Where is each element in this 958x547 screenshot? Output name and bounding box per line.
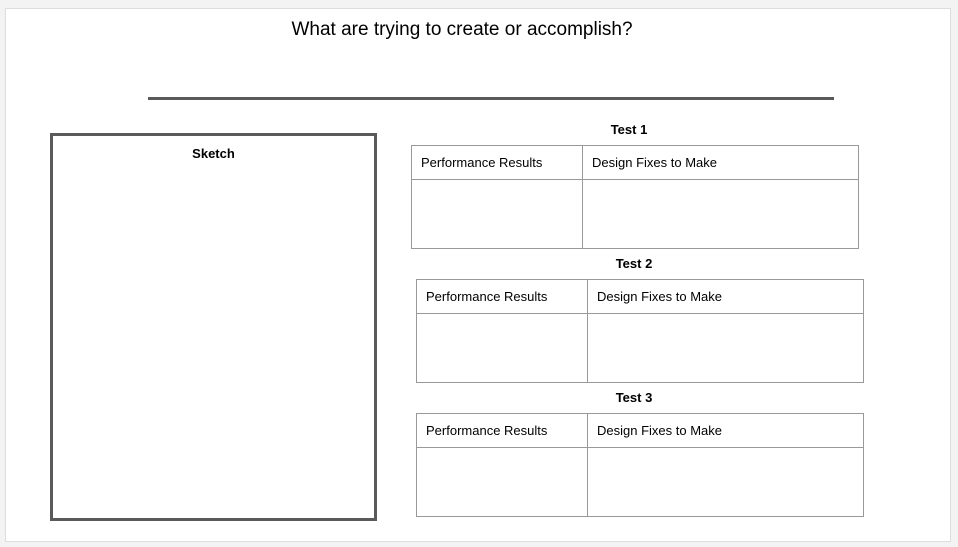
test-1-table <box>411 145 859 249</box>
sketch-title: Sketch <box>192 146 235 161</box>
test-1-performance-cell[interactable] <box>412 180 583 249</box>
test-3-fixes-header: Design Fixes to Make <box>588 414 864 448</box>
test-1-title: Test 1 <box>610 122 648 137</box>
test-2-fixes-cell[interactable] <box>588 314 864 383</box>
test-1-fixes-cell[interactable] <box>583 180 859 249</box>
test-3-performance-header: Performance Results <box>417 414 588 448</box>
test-2-performance-cell[interactable] <box>417 314 588 383</box>
test-2-performance-header: Performance Results <box>417 280 588 314</box>
test-2-title: Test 2 <box>615 256 653 271</box>
test-1-fixes-header: Design Fixes to Make <box>583 146 859 180</box>
test-2-fixes-header: Design Fixes to Make <box>588 280 864 314</box>
test-1-performance-header: Performance Results <box>412 146 583 180</box>
test-3-title: Test 3 <box>615 390 653 405</box>
test-3-fixes-cell[interactable] <box>588 448 864 517</box>
test-3-performance-cell[interactable] <box>417 448 588 517</box>
test-3-table <box>416 413 864 517</box>
sketch-area[interactable] <box>50 133 377 521</box>
worksheet-page <box>5 8 951 542</box>
answer-line <box>148 97 834 100</box>
question-prompt: What are trying to create or accomplish? <box>291 19 633 40</box>
test-2-table <box>416 279 864 383</box>
